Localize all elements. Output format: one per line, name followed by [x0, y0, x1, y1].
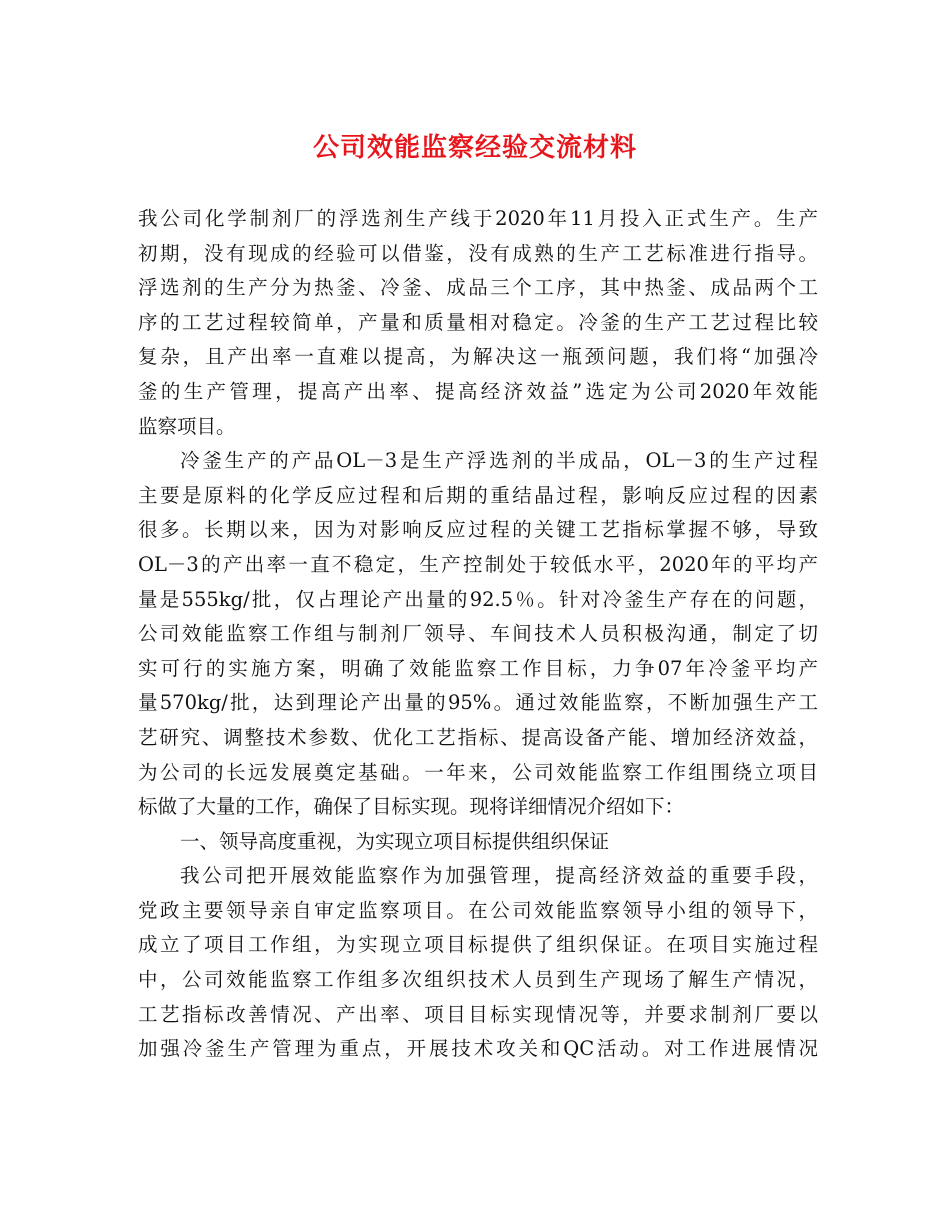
paragraph-line: 冷釜生产的产品OL－3是生产浮选剂的半成品，OL－3的生产过程	[180, 449, 818, 473]
paragraph-line: 党政主要领导亲自审定监察项目。在公司效能监察领导小组的领导下，	[138, 898, 818, 922]
paragraph-line: 标做了大量的工作，确保了目标实现。现将详细情况介绍如下：	[138, 795, 685, 819]
paragraph-line: 中，公司效能监察工作组多次组织技术人员到生产现场了解生产情况，	[138, 968, 818, 992]
paragraph-line: 加强冷釜生产管理为重点，开展技术攻关和QC活动。对工作进展情况	[138, 1037, 818, 1061]
paragraph-line: 序的工艺过程较简单，产量和质量相对稳定。冷釜的生产工艺过程比较	[138, 310, 818, 334]
paragraph-line: 量是555kg/批，仅占理论产出量的92.5％。针对冷釜生产存在的问题，	[138, 587, 818, 611]
paragraph-line: 工艺指标改善情况、产出率、项目目标实现情况等，并要求制剂厂要以	[138, 1002, 818, 1026]
section-heading: 一、领导高度重视，为实现立项目标提供组织保证	[180, 829, 610, 853]
paragraph-line: 为公司的长远发展奠定基础。一年来，公司效能监察工作组围绕立项目	[138, 760, 818, 784]
paragraph-line: 浮选剂的生产分为热釜、冷釜、成品三个工序，其中热釜、成品两个工	[138, 276, 818, 300]
paragraph-line: 釜的生产管理，提高产出率、提高经济效益”选定为公司2020年效能	[138, 379, 818, 403]
paragraph-line: 我公司化学制剂厂的浮选剂生产线于2020年11月投入正式生产。生产	[138, 207, 818, 230]
document-title: 公司效能监察经验交流材料	[312, 133, 637, 163]
paragraph-line: 监察项目。	[138, 414, 236, 438]
paragraph-line: 主要是原料的化学反应过程和后期的重结晶过程，影响反应过程的因素	[138, 483, 818, 507]
document-body	[138, 202, 818, 1067]
paragraph-line: 公司效能监察工作组与制剂厂领导、车间技术人员积极沟通，制定了切	[138, 622, 818, 646]
paragraph-line: 我公司把开展效能监察作为加强管理，提高经济效益的重要手段，	[180, 864, 818, 888]
paragraph-line: 初期，没有现成的经验可以借鉴，没有成熟的生产工艺标准进行指导。	[138, 241, 818, 265]
paragraph-line: 很多。长期以来，因为对影响反应过程的关键工艺指标掌握不够，导致	[138, 518, 818, 542]
paragraph-line: OL－3的产出率一直不稳定，生产控制处于较低水平，2020年的平均产	[138, 552, 818, 576]
paragraph-line: 艺研究、调整技术参数、优化工艺指标、提高设备产能、增加经济效益，	[138, 725, 818, 749]
paragraph-line: 复杂，且产出率一直难以提高，为解决这一瓶颈问题，我们将“加强冷	[138, 345, 818, 369]
paragraph-line: 量570kg/批，达到理论产出量的95%。通过效能监察，不断加强生产工	[138, 691, 818, 715]
paragraph-line: 实可行的实施方案，明确了效能监察工作目标，力争07年冷釜平均产	[138, 656, 818, 680]
paragraph-line: 成立了项目工作组，为实现立项目标提供了组织保证。在项目实施过程	[138, 933, 818, 957]
